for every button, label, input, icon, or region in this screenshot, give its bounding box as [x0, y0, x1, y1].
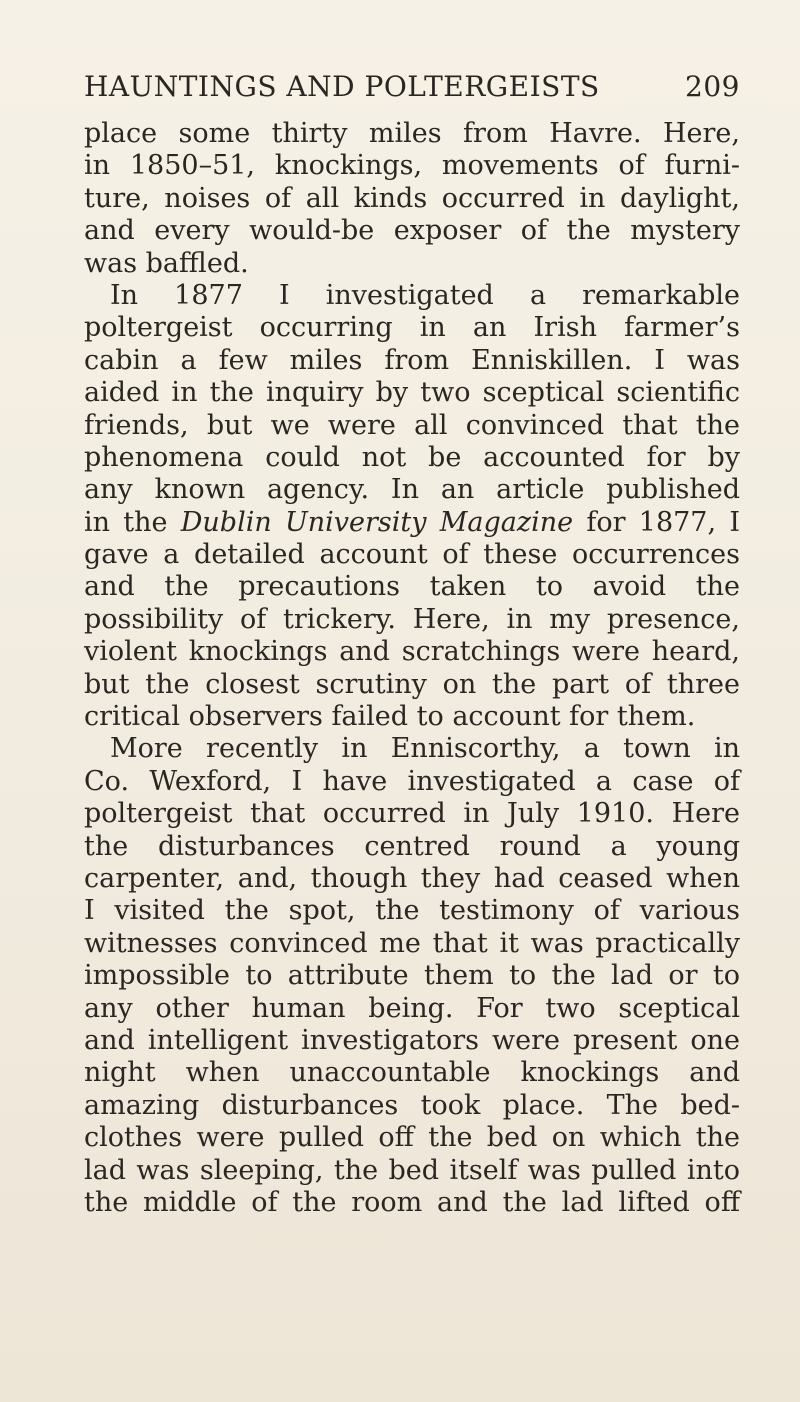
text-line: carpenter, and, though they had ceased when — [84, 862, 740, 894]
text-line: possibility of trickery. Here, in my presence, — [84, 603, 740, 635]
text-line: night when unaccountable knockings and — [84, 1057, 740, 1089]
text-line: impossible to attribute them to the lad or to — [84, 960, 740, 992]
text-line: the middle of the room and the lad lifted off — [84, 1186, 740, 1218]
body-text — [84, 118, 740, 1219]
text-line: Co. Wexford, I have investigated a case of — [84, 765, 740, 797]
text-line: witnesses convinced me that it was practically — [84, 927, 740, 959]
text-line: was baffled. — [84, 247, 249, 279]
text-line: friends, but we were all convinced that the — [84, 409, 740, 441]
text-line: I visited the spot, the testimony of various — [84, 895, 740, 927]
text-line: phenomena could not be accounted for by — [84, 441, 740, 473]
text-line: More recently in Enniscorthy, a town in — [110, 733, 740, 765]
text-line-with-italic-title — [84, 507, 740, 539]
text-line: clothes were pulled off the bed on which the — [84, 1122, 740, 1154]
running-title: HAUNTINGS AND POLTERGEISTS — [84, 70, 600, 103]
text-fragment: for 1877, I — [573, 506, 740, 538]
text-line: gave a detailed account of these occurrences — [84, 539, 740, 571]
text-line: amazing disturbances took place. The bed- — [84, 1089, 740, 1121]
magazine-title: Dublin University Magazine — [180, 506, 574, 538]
text-line: place some thirty miles from Havre. Here, — [84, 118, 740, 149]
text-line: and every would-be exposer of the mystery — [84, 215, 740, 247]
text-line: any other human being. For two sceptical — [84, 992, 740, 1024]
text-line: aided in the inquiry by two sceptical scientific — [84, 377, 740, 409]
running-header — [84, 70, 740, 114]
page-number: 209 — [685, 70, 740, 103]
text-line: ture, noises of all kinds occurred in daylight, — [84, 182, 740, 214]
text-fragment: in the — [84, 506, 181, 538]
text-line: poltergeist that occurred in July 1910. Here — [84, 798, 740, 830]
text-line: violent knockings and scratchings were heard, — [84, 636, 740, 668]
text-line: poltergeist occurring in an Irish farmer’s — [84, 312, 740, 344]
text-line: cabin a few miles from Enniskillen. I was — [84, 344, 740, 376]
text-line: critical observers failed to account for them. — [84, 701, 696, 733]
text-line: any known agency. In an article published — [84, 474, 740, 506]
text-line: but the closest scrutiny on the part of three — [84, 668, 740, 700]
text-line: and the precautions taken to avoid the — [84, 571, 740, 603]
text-line: In 1877 I investigated a remarkable — [110, 279, 740, 311]
text-line: lad was sleeping, the bed itself was pulled into — [84, 1154, 740, 1186]
text-line: and intelligent investigators were present one — [84, 1024, 740, 1056]
text-line: the disturbances centred round a young — [84, 830, 740, 862]
text-line: in 1850–51, knockings, movements of furni- — [84, 150, 740, 182]
